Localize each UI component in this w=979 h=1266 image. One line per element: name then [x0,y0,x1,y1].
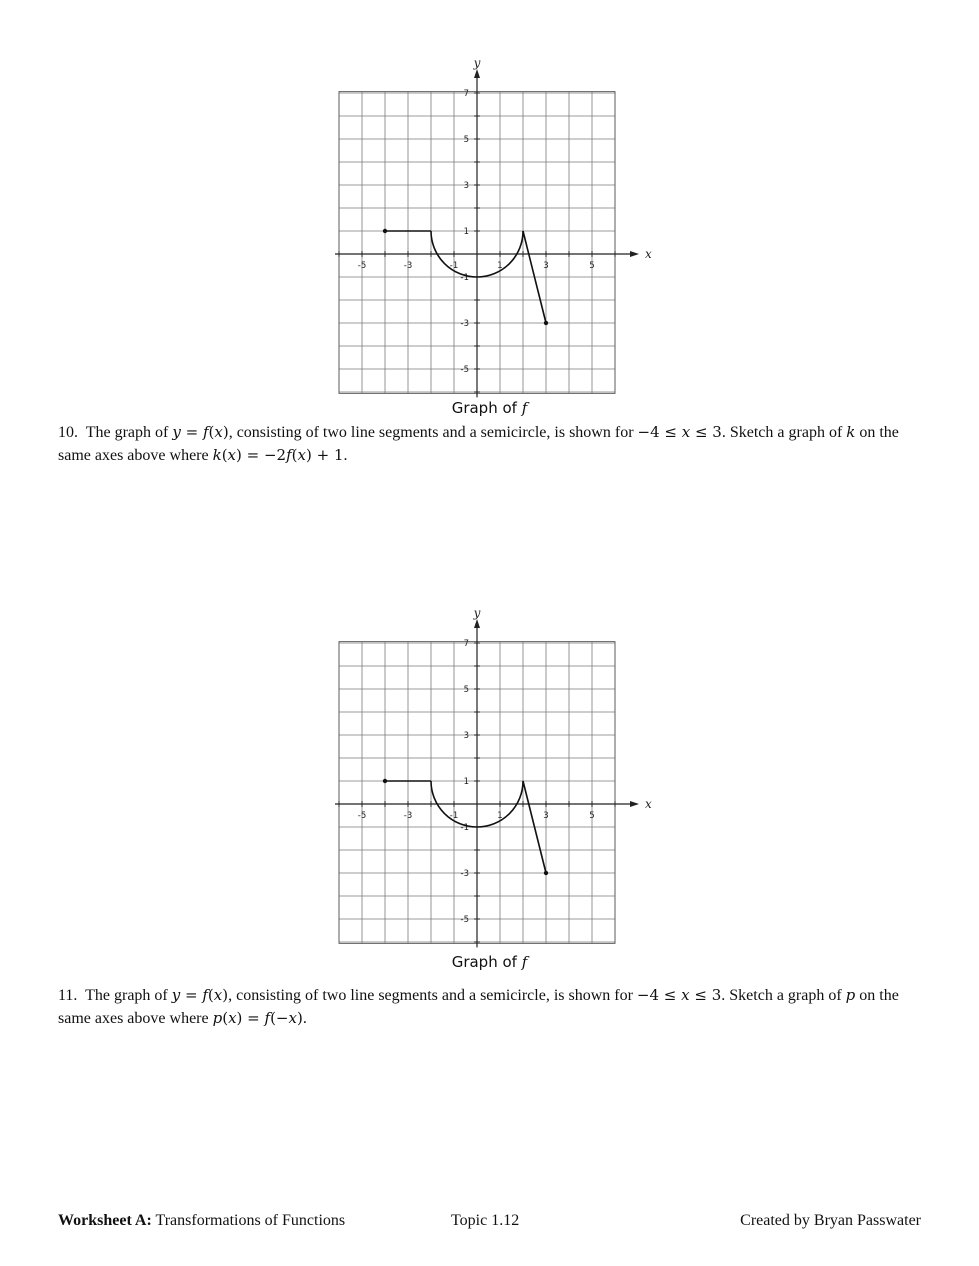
math: f [264,1009,271,1027]
math: x [213,986,223,1004]
text: . Sketch a graph of [721,424,847,441]
x-tick-label: -1 [449,811,459,821]
y-tick-label: 3 [463,731,469,741]
y-tick-label: 1 [463,227,469,237]
math: p [845,986,856,1004]
text: . Sketch a graph of [721,987,846,1004]
caption-prefix: Graph of [451,399,522,417]
math: f [202,986,208,1004]
math: ≤ 3 [690,423,722,441]
math: ≤ 3 [689,986,722,1004]
caption-prefix: Graph of [451,953,522,971]
text: The graph of [85,424,173,441]
y-axis-label: y [473,56,481,70]
math: ) [222,423,229,441]
y-tick-label: 3 [463,181,469,191]
math: ( [221,446,228,464]
x-axis-label: x [645,247,652,261]
x-axis-arrow [630,251,639,257]
math: (− [270,1009,289,1027]
math: p [212,1009,223,1027]
graph-2 [330,606,652,952]
problem-10 [58,421,928,467]
text: The graph of [85,987,172,1004]
text: , consisting of two line segments and a semicircle, is shown for [228,424,638,441]
x-tick-label: 3 [543,261,549,271]
x-tick-label: 5 [589,261,595,271]
graph-1 [330,56,652,402]
math: y [172,423,181,441]
graph-2-caption [0,953,979,971]
text: , consisting of two line segments and a semicircle, is shown for [228,987,637,1004]
x-tick-label: 1 [497,811,503,821]
graph-1-caption [0,399,979,417]
math: x [681,986,690,1004]
problem-11 [58,984,928,1030]
footer-author: Created by Bryan Passwater [740,1212,921,1229]
y-tick-label: -3 [460,319,469,329]
graph-2-svg [330,606,652,952]
x-tick-label: 1 [497,261,503,271]
math: x [681,423,691,441]
y-axis-arrow [474,69,480,78]
y-tick-label: 7 [463,89,469,99]
math: ( [222,1009,229,1027]
x-tick-label: 5 [589,811,595,821]
caption-function: f [521,953,528,971]
math: ( [208,423,215,441]
math: ( [291,446,298,464]
x-tick-label: -3 [403,261,413,271]
y-tick-label: -1 [460,823,469,833]
y-tick-label: -5 [460,915,469,925]
footer-topic: Topic 1.12 [451,1212,520,1229]
graph-1-svg [330,56,652,402]
math: = [180,423,203,441]
math: ) + 1 [305,446,344,464]
problem-number: 10. [58,424,78,441]
y-tick-label: 1 [463,777,469,787]
math: x [214,423,223,441]
y-axis-label: y [473,606,481,620]
x-tick-label: -1 [449,261,459,271]
footer-worksheet [58,1212,345,1230]
worksheet-title: Transformations of Functions [151,1212,346,1229]
math: x [288,1009,297,1027]
math: ) = [236,1009,265,1027]
y-tick-label: -5 [460,365,469,375]
x-tick-label: -3 [403,811,413,821]
math: k [212,446,222,464]
y-tick-label: 5 [463,685,469,695]
x-axis-arrow [630,801,639,807]
text: . [343,447,348,464]
math: ) = −2 [236,446,287,464]
y-tick-label: -1 [460,273,469,283]
y-tick-label: 5 [463,135,469,145]
math: y [171,986,181,1004]
text: . [302,1010,307,1027]
math: f [286,446,292,464]
y-axis-arrow [474,619,480,628]
x-tick-label: 3 [543,811,549,821]
problem-number: 11. [58,987,78,1004]
math: x [228,1009,237,1027]
math: f [202,423,209,441]
math: x [297,446,306,464]
math: k [846,423,856,441]
worksheet-label: Worksheet A: [58,1212,152,1229]
graph-endpoint [383,229,387,233]
caption-function: f [521,399,528,417]
math: = [180,986,203,1004]
y-tick-label: -3 [460,869,469,879]
x-tick-label: -5 [357,261,367,271]
math: x [227,446,237,464]
y-tick-label: 7 [463,639,469,649]
math: ( [207,986,214,1004]
math: −4 ≤ [636,986,682,1004]
math: ) [296,1009,303,1027]
graph-endpoint [544,871,548,875]
text: on the same axes above where [58,987,899,1027]
x-tick-label: -5 [357,811,367,821]
graph-endpoint [544,321,548,325]
text: on the same axes above where [58,424,899,464]
math: ) [222,986,229,1004]
math: −4 ≤ [637,423,682,441]
x-axis-label: x [645,797,652,811]
graph-endpoint [383,779,387,783]
